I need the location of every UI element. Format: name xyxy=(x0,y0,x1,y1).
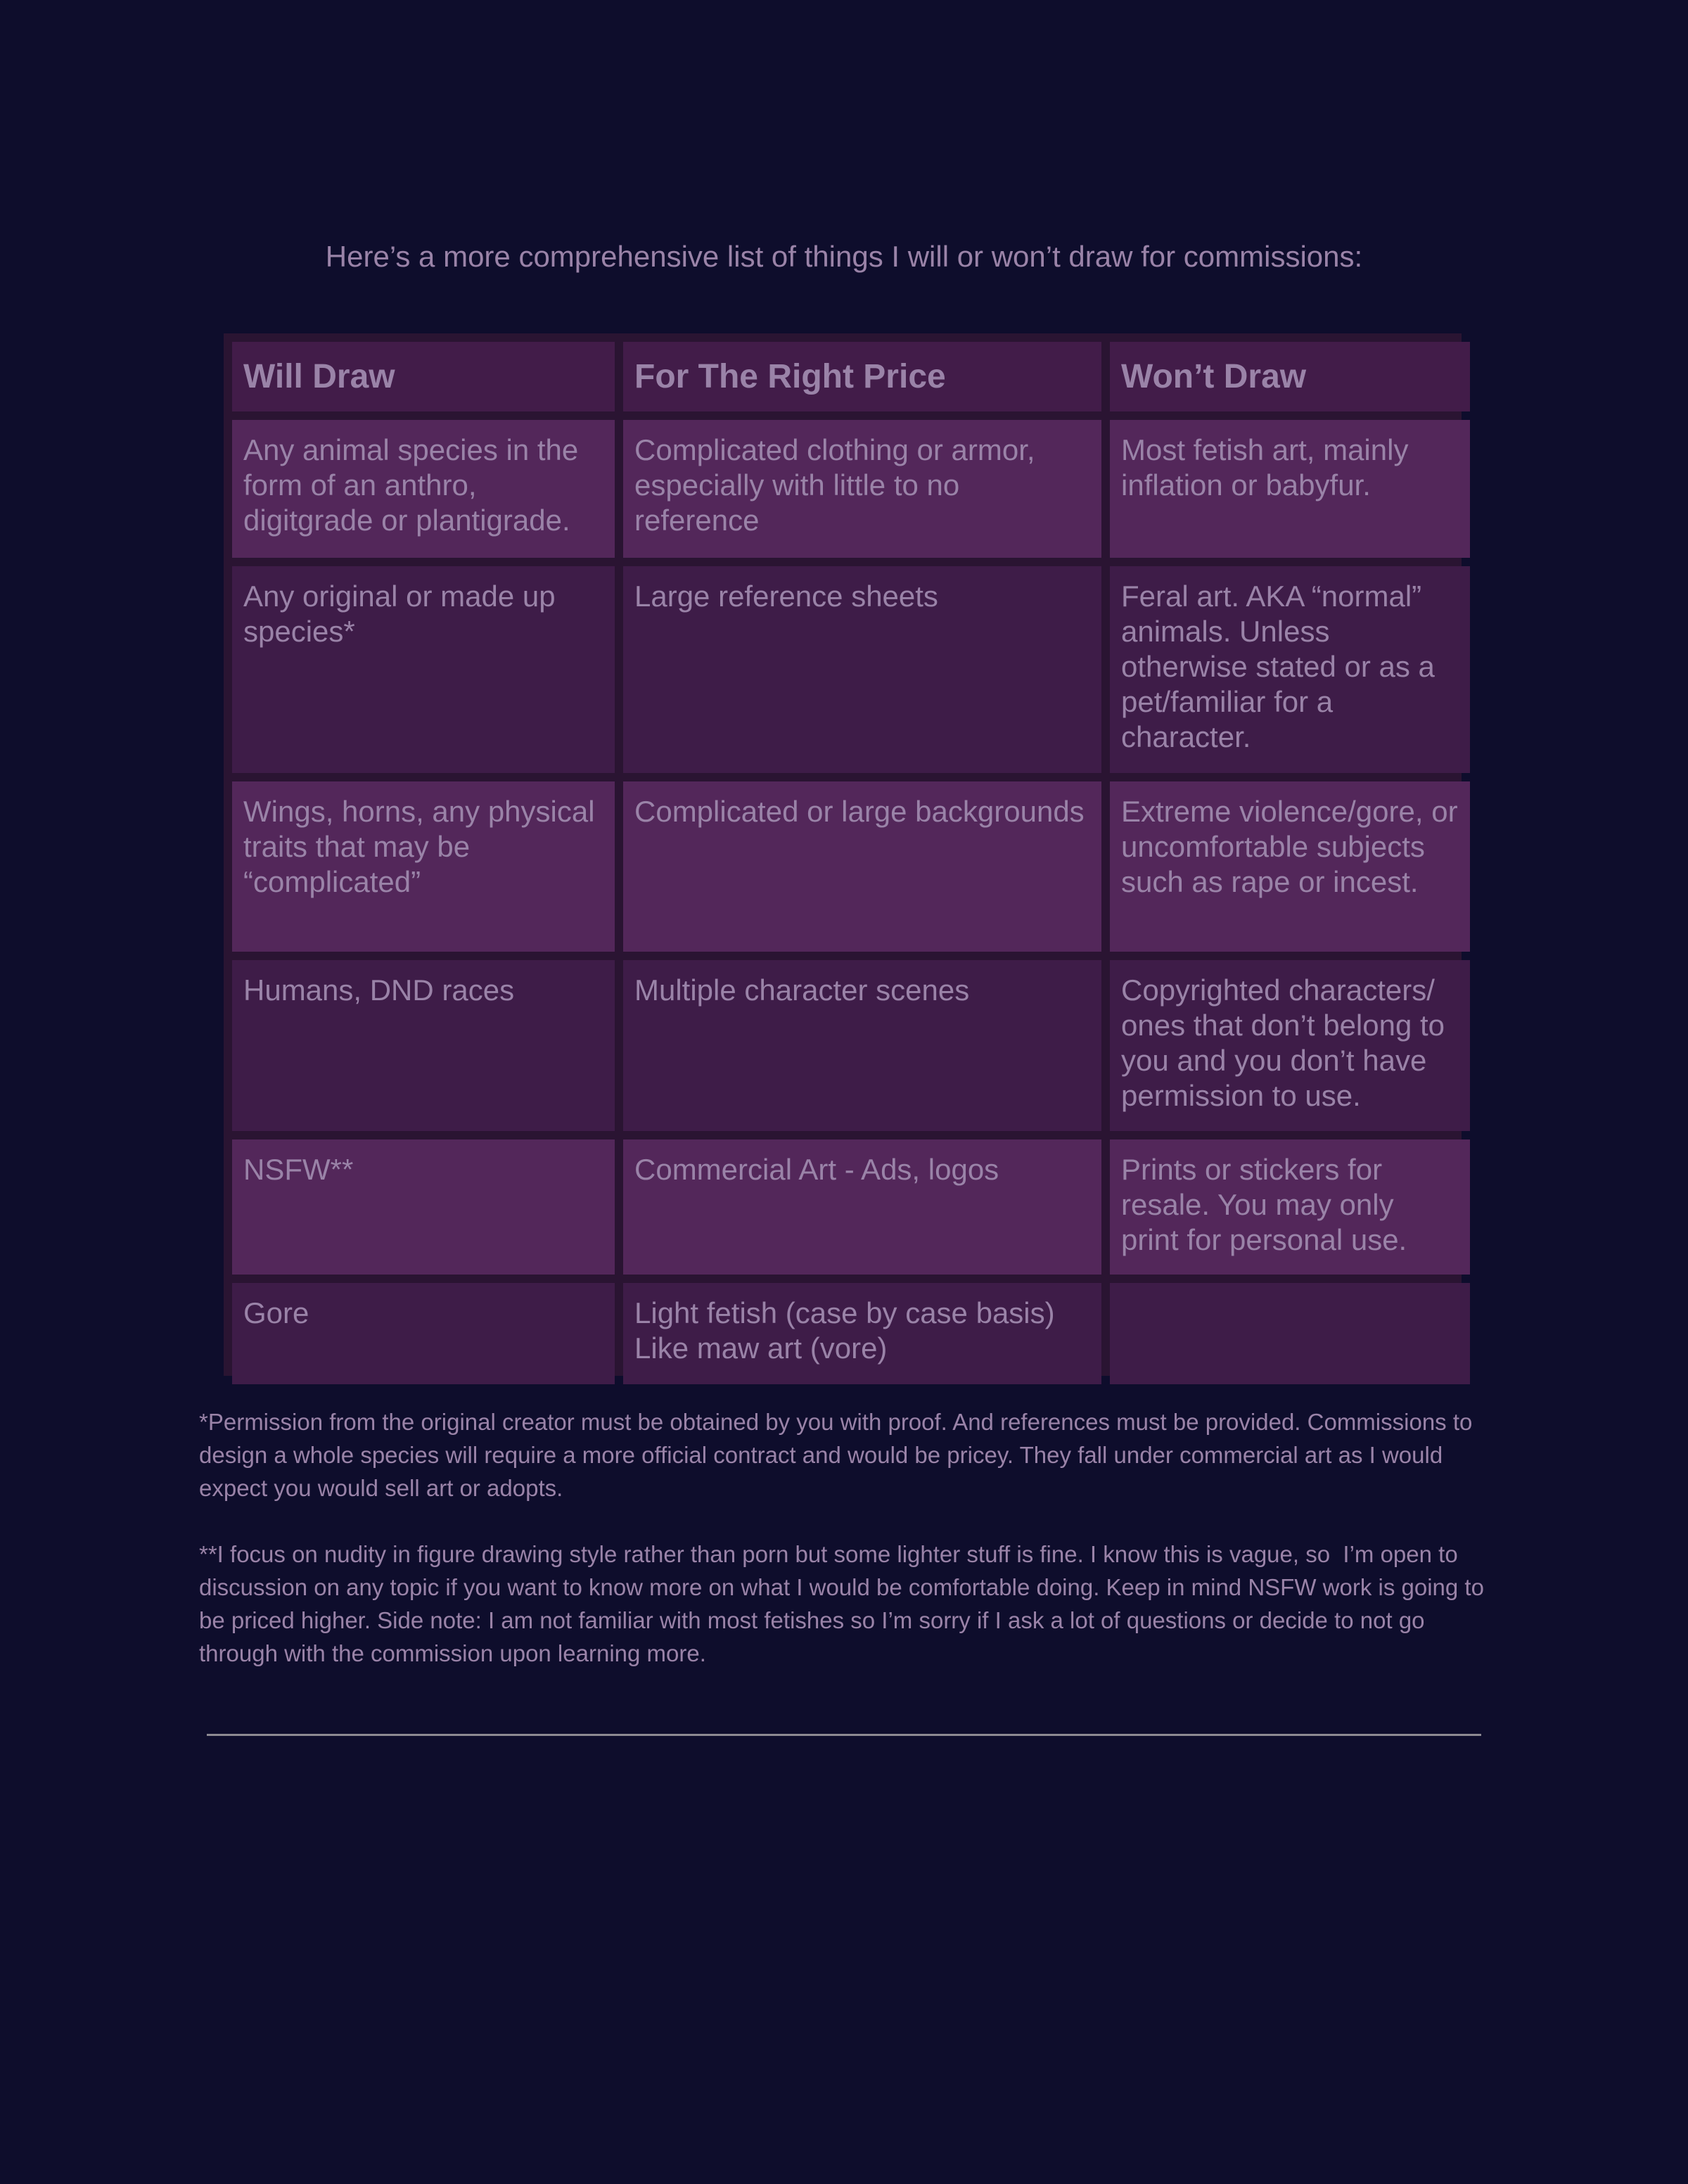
cell-will-draw: Wings, horns, any physical traits that may be “complicated” xyxy=(232,781,615,952)
cell-will-draw: Any original or made up species* xyxy=(232,566,615,772)
commission-grid xyxy=(224,333,1478,1393)
cell-will-draw: Gore xyxy=(232,1283,615,1384)
header-wont-draw: Won’t Draw xyxy=(1110,342,1470,411)
table-row xyxy=(232,1283,1470,1384)
cell-right-price: Light fetish (case by case basis) Like maw art (vore) xyxy=(623,1283,1101,1384)
table-row xyxy=(232,960,1470,1131)
horizontal-divider xyxy=(207,1734,1481,1736)
nsfw-footnote: **I focus on nudity in figure drawing style rather than porn but some lighter stuff is fine. I know this is vague, so I’m open to discussion on any topic if you want to know more on what I would be comfortable doing. Keep in mind NSFW work is going to be priced higher. Side note: I am not familiar with most fetishes so I’m sorry if I ask a lot of questions or decide to not go through with the commission upon learning more. xyxy=(199,1541,1491,1666)
cell-will-draw: NSFW** xyxy=(232,1139,615,1275)
cell-will-draw: Any animal species in the form of an anthro, digitgrade or plantigrade. xyxy=(232,420,615,558)
table-row xyxy=(232,420,1470,558)
species-footnote: *Permission from the original creator must be obtained by you with proof. And references must be provided. Commissions to design a whole species will require a more official contract and would be pricey. They fall under commercial art as I would expect you would sell art or adopts. xyxy=(199,1409,1479,1501)
cell-right-price: Large reference sheets xyxy=(623,566,1101,772)
table-header-row xyxy=(232,342,1470,411)
cell-wont-draw: Most fetish art, mainly inflation or babyfur. xyxy=(1110,420,1470,558)
cell-will-draw: Humans, DND races xyxy=(232,960,615,1131)
header-will-draw: Will Draw xyxy=(232,342,615,411)
table-row xyxy=(232,781,1470,952)
cell-wont-draw: Feral art. AKA “normal” animals. Unless otherwise stated or as a pet/familiar for a character. xyxy=(1110,566,1470,772)
header-right-price: For The Right Price xyxy=(623,342,1101,411)
cell-wont-draw: Copyrighted characters/ ones that don’t belong to you and you don’t have permission to use. xyxy=(1110,960,1470,1131)
cell-right-price: Commercial Art - Ads, logos xyxy=(623,1139,1101,1275)
cell-right-price: Complicated clothing or armor, especially with little to no reference xyxy=(623,420,1101,558)
table-row xyxy=(232,1139,1470,1275)
cell-wont-draw: Prints or stickers for resale. You may only print for personal use. xyxy=(1110,1139,1470,1275)
footnotes xyxy=(199,1405,1500,1703)
cell-wont-draw xyxy=(1110,1283,1470,1384)
cell-right-price: Multiple character scenes xyxy=(623,960,1101,1131)
cell-right-price: Complicated or large backgrounds xyxy=(623,781,1101,952)
cell-wont-draw: Extreme violence/gore, or uncomfortable subjects such as rape or incest. xyxy=(1110,781,1470,952)
table-row xyxy=(232,566,1470,772)
intro-text: Here’s a more comprehensive list of things I will or won’t draw for commissions: xyxy=(325,240,1363,273)
commission-table xyxy=(224,333,1462,1376)
